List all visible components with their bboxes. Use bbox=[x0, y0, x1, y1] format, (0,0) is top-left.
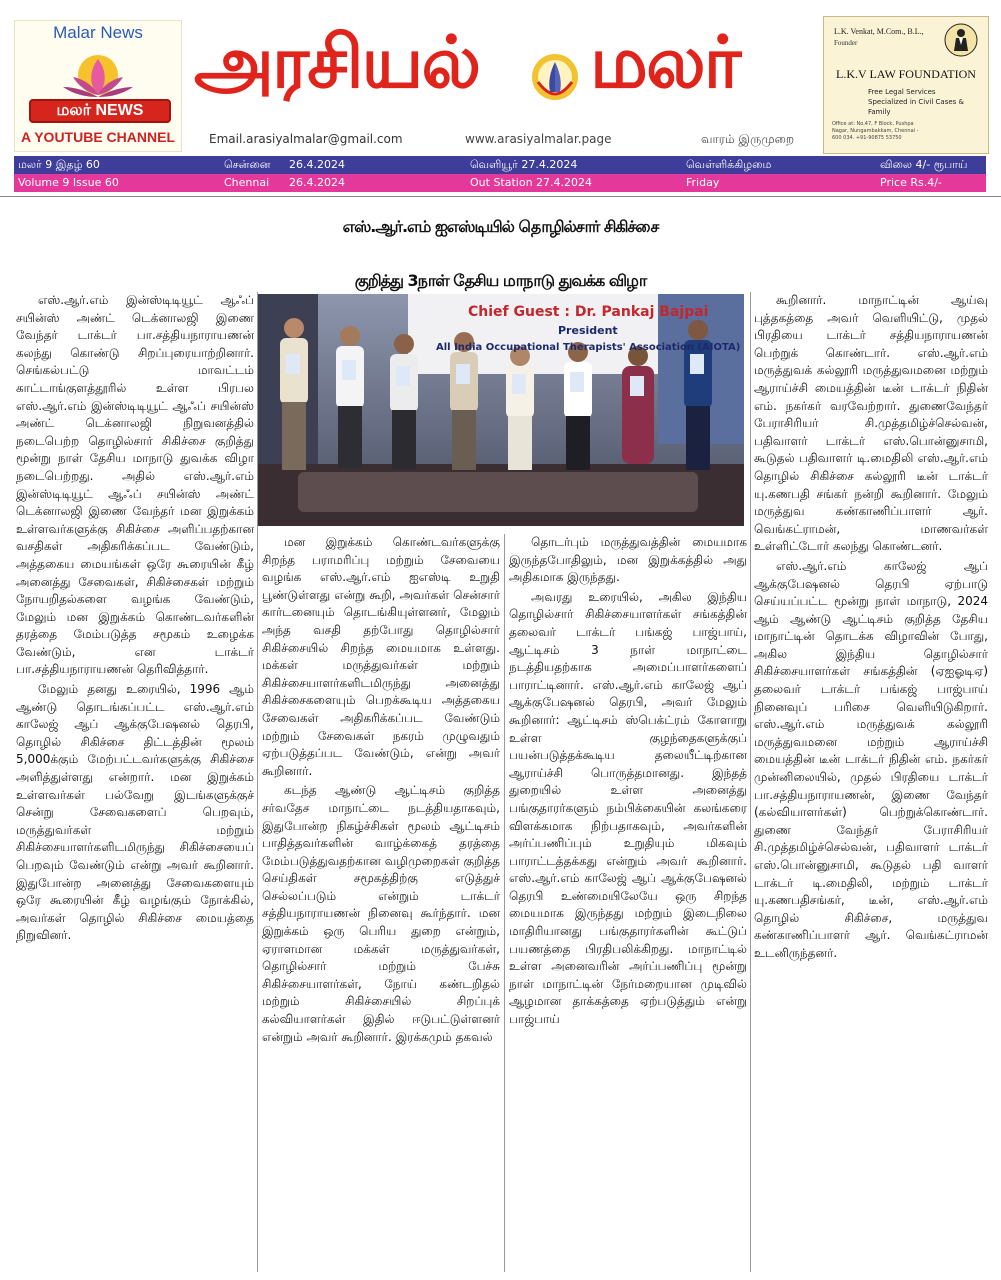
column-divider bbox=[504, 534, 505, 1272]
banner-chief-guest: Chief Guest : Dr. Pankaj Bajpai bbox=[468, 304, 709, 320]
masthead bbox=[0, 0, 1001, 156]
advocate-emblem-icon bbox=[944, 23, 978, 57]
advert-person-name: L.K. Venkat, M.Com., B.L., bbox=[834, 27, 924, 36]
english-city: Chennai bbox=[224, 176, 270, 189]
banner-association: All India Occupational Therapists' Association (AIOTA) bbox=[436, 342, 741, 353]
english-price: Price Rs.4/- bbox=[880, 176, 942, 189]
article-paragraph: மேலும் தனது உரையில், 1996 ஆம் ஆண்டு தொடங்கப்பட்ட எஸ்.ஆர்.எம் காலேஜ் ஆப் ஆக்குபேஷனல் தெரபி, தொழில் சிகிச்சை திட்டத்தின் மூலம் 5,000க்கும் மேற்பட்டவர்களுக்கு சிகிச்சை அளித்துள்ளது என்றார். மன இறுக்கம் உள்ளவர்கள் பல்வேறு இடங்களுக்குச் சென்று சேவைகளைப் பெறவும், மருத்துவர்கள் மற்றும் சிகிச்சையாளர்களிடமிருந்து சிகிச்சையைப் பெறவும் வேண்டும் என்று அவர் கூறினார். இதுபோன்ற அனைத்து சேவைகளையும் ஒரே கூரையின் கீழ் வழங்கும் நோக்கில், அவர்கள் தொழில் சிகிச்சை மையத்தை நிறுவினர். bbox=[16, 682, 254, 943]
brand-name-right: மலர் bbox=[590, 20, 740, 104]
website-link[interactable]: www.arasiyalmalar.page bbox=[465, 132, 612, 146]
article-paragraph: மன இறுக்கம் கொண்டவர்களுக்கு சிறந்த பராமரிப்பு மற்றும் சேவையை வழங்க எஸ்.ஆர்.எம் ஐஎஸ்டி உறுதி பூண்டுள்ளது என்று கூறி, அவர்கள் சென்சார் கார்டனையும் தொடங்கியுள்ளனர், மேலும் அந்த வசதி தற்போது தொழில்சார் சிகிச்சையில் சிறந்த மையமாக உள்ளது. மக்கள் மருத்துவர்கள் மற்றும் சிகிச்சையாளர்களிடமிருந்து அனைத்து சிகிச்சைகளையும் பெறக்கூடிய அத்தகைய சேவைகள் அதிகரிக்கப்பட வேண்டும் மற்றும் சேவைகள் நகரம் முழுவதும் ஏற்படுத்தப்பட வேண்டும், என்று அவர் கூறினார். bbox=[262, 535, 500, 778]
article-paragraph: தொடர்பும் மருத்துவத்தின் மையமாக இருந்தபோதிலும், மன இறுக்கத்தில் அது அதிகமாக இருந்தது. bbox=[509, 535, 747, 585]
headline-line-1: எஸ்.ஆர்.எம் ஐஎஸ்டியில் தொழில்சார் சிகிச்சை bbox=[342, 217, 659, 236]
advert-points bbox=[868, 87, 988, 117]
news-badge: மலர் NEWS bbox=[29, 99, 171, 123]
advert-point: Free Legal Services bbox=[868, 88, 936, 96]
tamil-info-bar bbox=[14, 156, 986, 174]
contact-row bbox=[205, 128, 815, 150]
malar-news-logo[interactable] bbox=[14, 20, 182, 152]
english-city-date: 26.4.2024 bbox=[289, 176, 345, 189]
article-column-4 bbox=[754, 292, 988, 1272]
email-link[interactable]: Email.arasiyalmalar@gmail.com bbox=[209, 132, 403, 146]
english-outstation: Out Station 27.4.2024 bbox=[470, 176, 593, 189]
headline-line-2: குறித்து 3நாள் தேசிய மாநாடு துவக்க விழா bbox=[354, 271, 647, 290]
newspaper-brand[interactable] bbox=[194, 6, 814, 124]
english-day: Friday bbox=[686, 176, 720, 189]
event-photo-drawing bbox=[258, 294, 744, 526]
banner-president: President bbox=[558, 324, 618, 337]
law-foundation-advert[interactable] bbox=[823, 16, 989, 154]
tamil-outstation: வெளியூர் 27.4.2024 bbox=[470, 158, 578, 171]
logo-subtitle: A YOUTUBE CHANNEL bbox=[20, 129, 175, 145]
article-paragraph: எஸ்.ஆர்.எம் காலேஜ் ஆப் ஆக்குபேஷனல் தெரபி ஏற்பாடு செய்யப்பட்ட மூன்று நாள் மாநாடு, 2024 ஆம் ஆண்டு ஆட்டிசம் குறித்த தேசிய மாநாட்டின் தொடக்க விழாவின் போது, அகில இந்திய தொழில்சார் சிகிச்சையாளர்கள் சங்கத்தின் (ஏஐஓடிஏ) தலைவர் டாக்டர் பங்கஜ் பாஜ்பாய் நினைவுப் பரிசை வெளியிடுகிறார். எஸ்.ஆர்.எம் மருத்துவக் கல்லூரி மருத்துவமனை மற்றும் ஆராய்ச்சி மையத்தின் டீன் டாக்டர் நிதின் எம். நகர்கர் முன்னிலையில், முதல் பிரதியை டாக்டர் பா.சத்தியநாராயணன், இணை வேந்தர் (கல்வியாளர்கள்) பெற்றுக்கொண்டார். துணை வேந்தர் பேராசிரியர் சி.முத்தமிழ்ச்செல்வன், பதிவாளர் டாக்டர் எஸ்.பொன்னுசாமி, கூடுதல் பதி வாளர் டாக்டர் டி.மைதிலி, மற்றும் டாக்டர் யு.கணபதிசங்கர், டீன், எஸ்.ஆர்.எம் தொழில் சிகிச்சை, மருத்துவ கண்காணிப்பாளர் ஆர். வெங்கட்ராமன் உடனிருந்தனர். bbox=[754, 558, 988, 960]
publication-frequency: வாரம் இருமுறை bbox=[701, 132, 795, 146]
brand-name-left: அரசியல் bbox=[194, 20, 480, 104]
divider bbox=[0, 196, 1001, 197]
english-info-bar bbox=[14, 174, 986, 192]
column-divider bbox=[750, 292, 751, 1272]
praying-hands-emblem-icon bbox=[530, 52, 580, 102]
tamil-city: சென்னை bbox=[224, 158, 271, 171]
article-paragraph: கூறினார். மாநாட்டின் ஆய்வு புத்தகத்தை அவர் வெளியிட்டு, முதல் பிரதியை டாக்டர் சத்தியநாராயணன் பெற்றுக் கொண்டார். எஸ்.ஆர்.எம் மருத்துவக் கல்லூரி மருத்துவமனை மற்றும் ஆராய்ச்சி மையத்தின் டீன் டாக்டர் நிதின் எம். நகர்கர் வரவேற்றார். துணைவேந்தர் பேராசிரியர் சி.முத்தமிழ்ச்செல்வன், பதிவாளர் டாக்டர் எஸ்.பொன்னுசாமி, கூடுதல் பதிவாளர் டி.மைதிலி எஸ்.ஆர்.எம் தொழில் சிகிச்சை கல்லூரி டீன் டாக்டர் யு.கணபதி சங்கர் நன்றி கூறினார். மேலும் மருத்துவ கண்காணிப்பாளர் ஆர். வெங்கட்ராமன், மாணவர்கள் உள்ளிட்டோர் கலந்து கொண்டனர். bbox=[754, 293, 988, 554]
article-paragraph: கடந்த ஆண்டு ஆட்டிசம் குறித்த சர்வதேச மாநாட்டை நடத்தியதாகவும், இதுபோன்ற நிகழ்ச்சிகள் மூலம் ஆட்டிசம் பாதித்தவர்களின் வாழ்க்கைத் தரத்தை மேம்படுத்துவதற்கான வழிமுறைகள் குறித்த செய்திகள் சமூகத்திற்கு எடுத்துச் செல்லப்படும் என்றும் டாக்டர் சத்தியநாராயணன் நினைவு கூர்ந்தார். மன இறுக்கம் ஒரு பெரிய துறை என்றும், ஏராளமான மக்கள் மருத்துவர்கள், தொழில்சார் மற்றும் பேச்சு சிகிச்சையாளர்கள், நோய் கண்டறிதல் மற்றும் சிகிச்சையில் சிறப்புக் கல்வியாளர்கள் இதில் ஈடுபட்டுள்ளனர் என்றும் அவர் கூறினார். இரக்கமும் தகவல் bbox=[262, 783, 500, 1044]
event-photo[interactable] bbox=[258, 294, 744, 526]
tamil-price: விலை 4/- ரூபாய் bbox=[880, 158, 968, 171]
article-paragraph: அவரது உரையில், அகில இந்திய தொழில்சார் சிகிச்சையாளர்கள் சங்கத்தின் தலைவர் டாக்டர் பங்கஜ் பாஜ்பாய், ஆட்டிசம் 3 நாள் மாநாட்டை நடத்தியதற்காக அமைப்பாளர்களைப் பாராட்டினார். எஸ்.ஆர்.எம் காலேஜ் ஆப் ஆக்குபேஷனல் தெரபி, அவர் மேலும் கூறினார்: ஆட்டிசம் ஸ்பெக்ட்ரம் கோளாறு உள்ள குழந்தைகளுக்குப் பயன்படுத்தக்கூடிய தலையீட்டிற்கான ஆராய்ச்சி பொருத்தமானது. இந்தத் துறையில் உள்ள அனைத்து பங்குதாரர்களும் நம்பிக்கையின் கலங்கரை விளக்கமாக நிற்பதாகவும், அவர்களின் அர்ப்பணிப்பும் உறுதியும் மிகவும் பாராட்டத்தக்கது என்றும் அவர் கூறினார். எஸ்.ஆர்.எம் காலேஜ் ஆப் ஆக்குபேஷனல் தெரபி உண்மையிலேயே ஒரு சிறந்த மையமாக இருந்தது மற்றும் இடைநிலை மாதிரியானது பங்குதாரர்களின் கூட்டுப் பயணத்தை பிரதிபலிக்கிறது. மாநாட்டில் உள்ள அனைவரின் அர்ப்பணிப்பு மூன்று நாள் மாநாட்டின் நேர்மறையான முடிவில் ஆழமான தாக்கத்தை ஏற்படுத்தும் என்று பாஜ்பாய் bbox=[509, 589, 747, 1027]
english-volume: Volume 9 Issue 60 bbox=[18, 176, 119, 189]
article-paragraph: எஸ்.ஆர்.எம் இன்ஸ்டிடியூட் ஆஃப் சயின்ஸ் அண்ட் டெக்னாலஜி இணை வேந்தர் டாக்டர் பா.சத்தியநாராயணன் கலந்து கொண்டு சிறப்புரையாற்றினார். செங்கல்பட்டு மாவட்டம் காட்டாங்குளத்தூரில் உள்ள பிரபல எஸ்.ஆர்.எம் இன்ஸ்டிடியூட் ஆஃப் சயின்ஸ் அண்ட் டெக்னாலஜி நிறுவனத்தில் நடைபெற்ற தொழில்சார் சிகிச்சை குறித்து மூன்று நாள் தேசிய மாநாடு துவக்க விழா நடைபெற்றது. அதில் எஸ்.ஆர்.எம் இன்ஸ்டிடியூட் ஆஃப் சயின்ஸ் அண்ட் டெக்னாலஜி இணை வேந்தர் மன இறுக்கம் உள்ளவர்களுக்கு சிகிச்சை அளிப்பதற்கான வசதிகள் அதிகரிக்கப்பட வேண்டும், அத்தகைய மையங்கள் ஒரே கூரையின் கீழ் அனைத்து சேவைகள், சிகிச்சைகள் மற்றும் நோயறிதல்களை வழங்க வேண்டும், மேலும் மன இறுக்கம் கொண்டவர்களின் தரத்தை மேம்படுத்த சமூகம் உழைக்க வேண்டும், என டாக்டர் பா.சத்தியநாராயணன் தெரிவித்தார். bbox=[16, 293, 254, 677]
tamil-day: வெள்ளிக்கிழமை bbox=[686, 158, 772, 171]
advert-person-role: Founder bbox=[834, 39, 858, 47]
advert-address: Office at: No.47, F Block, Pushpa Nagar, Nungambakkam, Chennai - 600 034. +91-90875 53750 bbox=[832, 121, 919, 141]
article-column-2 bbox=[262, 534, 500, 1272]
article-column-1 bbox=[16, 292, 254, 1272]
tamil-volume: மலர் 9 இதழ் 60 bbox=[18, 158, 100, 171]
tamil-city-date: 26.4.2024 bbox=[289, 158, 345, 171]
logo-title: Malar News bbox=[53, 23, 143, 42]
advert-title: L.K.V LAW FOUNDATION bbox=[836, 67, 976, 81]
column-divider bbox=[257, 292, 258, 1272]
advert-point: Specialized in Civil Cases & Family bbox=[868, 98, 964, 116]
article-column-3 bbox=[509, 534, 747, 1272]
